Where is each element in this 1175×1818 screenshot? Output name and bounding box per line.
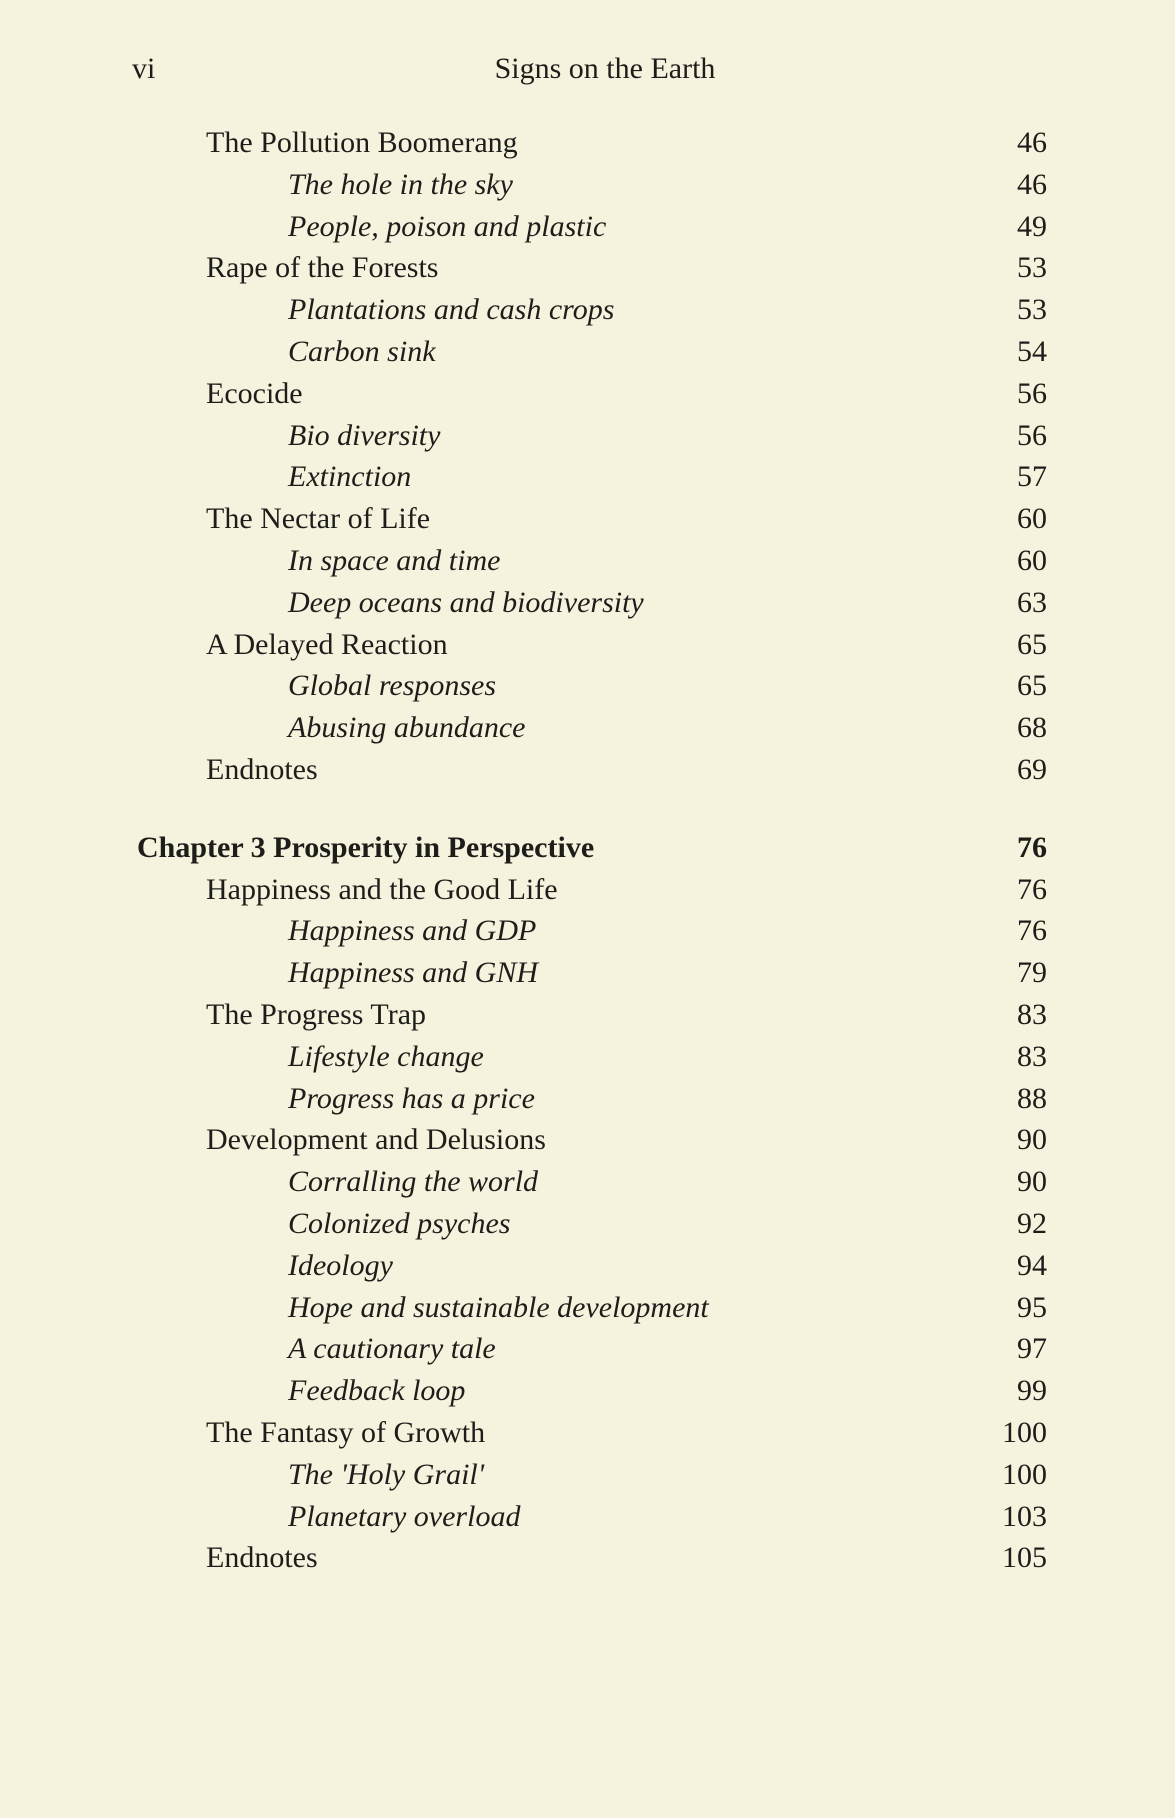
toc-title: Carbon sink [288,335,436,368]
toc-title: Ideology [288,1248,393,1282]
toc-subsection [0,1287,1175,1329]
toc-page-number: 63 [1017,585,1047,619]
toc-page-number: 49 [1017,209,1047,243]
toc-subsection [0,206,1175,248]
toc-page-number: 94 [1017,1248,1047,1282]
toc-page-number: 92 [1017,1207,1047,1240]
toc-page-number: 54 [1017,335,1047,368]
toc-subsection [0,1328,1175,1370]
toc-page-number: 57 [1017,460,1047,494]
toc-title: Progress has a price [288,1081,535,1115]
toc-page-number: 79 [1017,956,1047,990]
toc-page-number: 65 [1017,627,1047,661]
toc-section [0,624,1175,666]
toc-section [0,1119,1175,1161]
toc-title: A Delayed Reaction [206,627,448,661]
toc-page-number: 68 [1017,711,1047,745]
toc-title: A cautionary tale [288,1332,496,1366]
toc-page-number: 105 [1002,1541,1047,1575]
toc-title: In space and time [288,544,501,577]
toc-page-number: 99 [1017,1374,1047,1408]
toc-page-number: 83 [1017,1039,1047,1073]
toc-title: Rape of the Forests [206,251,439,285]
toc-page-number: 65 [1017,669,1047,703]
toc-title: Endnotes [206,1541,318,1575]
toc-page-number: 103 [1002,1499,1047,1533]
toc-page-number: 53 [1017,293,1047,327]
toc-title: Global responses [288,669,497,703]
toc-title: Corralling the world [288,1165,539,1199]
toc-title: Ecocide [206,376,303,410]
toc-page-number: 76 [1017,830,1047,864]
toc-page-number: 46 [1017,126,1047,159]
toc-page-number: 76 [1017,914,1047,948]
toc-page-number: 83 [1017,998,1047,1031]
toc-subsection [0,952,1175,994]
toc-title: The Pollution Boomerang [206,126,518,159]
toc-page-number: 46 [1017,167,1047,201]
toc-section [0,498,1175,540]
toc-page-number: 100 [1002,1416,1047,1449]
toc-subsection [0,331,1175,373]
toc-title: Lifestyle change [288,1039,484,1073]
toc-page-number: 76 [1017,872,1047,906]
toc-title: The hole in the sky [288,167,513,201]
toc-subsection [0,1203,1175,1245]
toc-title: Extinction [288,460,412,494]
toc-page-number: 88 [1017,1081,1047,1115]
toc-section [0,373,1175,415]
toc-section [0,1412,1175,1454]
toc-page-number: 56 [1017,376,1047,410]
toc-page-number: 60 [1017,544,1047,577]
toc-subsection [0,289,1175,331]
toc-title: Happiness and the Good Life [206,872,558,906]
toc-chapter [0,827,1175,869]
toc-title: The 'Holy Grail' [288,1457,485,1491]
toc-subsection [0,1078,1175,1120]
toc-subsection [0,707,1175,749]
toc-section [0,1537,1175,1579]
toc-subsection [0,665,1175,707]
toc-subsection [0,1496,1175,1538]
toc-page-number: 95 [1017,1290,1047,1324]
toc-title: Happiness and GDP [288,914,537,948]
toc-page-number: 97 [1017,1332,1047,1366]
toc-title: The Fantasy of Growth [206,1416,486,1449]
toc-subsection [0,1454,1175,1496]
toc-title: People, poison and plastic [288,209,607,243]
toc-title: Colonized psyches [288,1207,511,1240]
toc-title: The Progress Trap [206,998,427,1031]
toc-subsection [0,164,1175,206]
toc-page-number: 69 [1017,753,1047,786]
toc-page-number: 100 [1002,1457,1047,1491]
toc-title: Bio diversity [288,418,441,452]
toc-title: Development and Delusions [206,1123,546,1157]
toc-section [0,247,1175,289]
toc-page-number: 90 [1017,1123,1047,1157]
toc-subsection [0,1245,1175,1287]
toc-page-number: 53 [1017,251,1047,285]
toc-subsection [0,910,1175,952]
toc-subsection [0,1161,1175,1203]
toc-page-number: 90 [1017,1165,1047,1199]
toc-title: Planetary overload [288,1499,521,1533]
page-number: vi [132,52,156,85]
toc-title: Plantations and cash crops [288,293,615,327]
toc-title: The Nectar of Life [206,502,431,536]
toc-page-number: 60 [1017,502,1047,536]
toc-subsection [0,415,1175,457]
toc-title: Chapter 3 Prosperity in Perspective [137,830,595,864]
toc-subsection [0,1036,1175,1078]
toc-subsection [0,582,1175,624]
toc-title: Deep oceans and biodiversity [288,585,644,619]
toc-subsection [0,540,1175,582]
toc-subsection [0,456,1175,498]
toc-section [0,869,1175,911]
running-head: Signs on the Earth [494,52,716,85]
toc-title: Feedback loop [288,1374,466,1408]
toc-section [0,994,1175,1036]
toc-section [0,122,1175,164]
toc-title: Endnotes [206,753,318,786]
toc-title: Abusing abundance [288,711,526,745]
toc-title: Happiness and GNH [288,956,539,990]
toc-section [0,749,1175,791]
toc-page-number: 56 [1017,418,1047,452]
toc-title: Hope and sustainable development [288,1290,709,1324]
toc-subsection [0,1370,1175,1412]
